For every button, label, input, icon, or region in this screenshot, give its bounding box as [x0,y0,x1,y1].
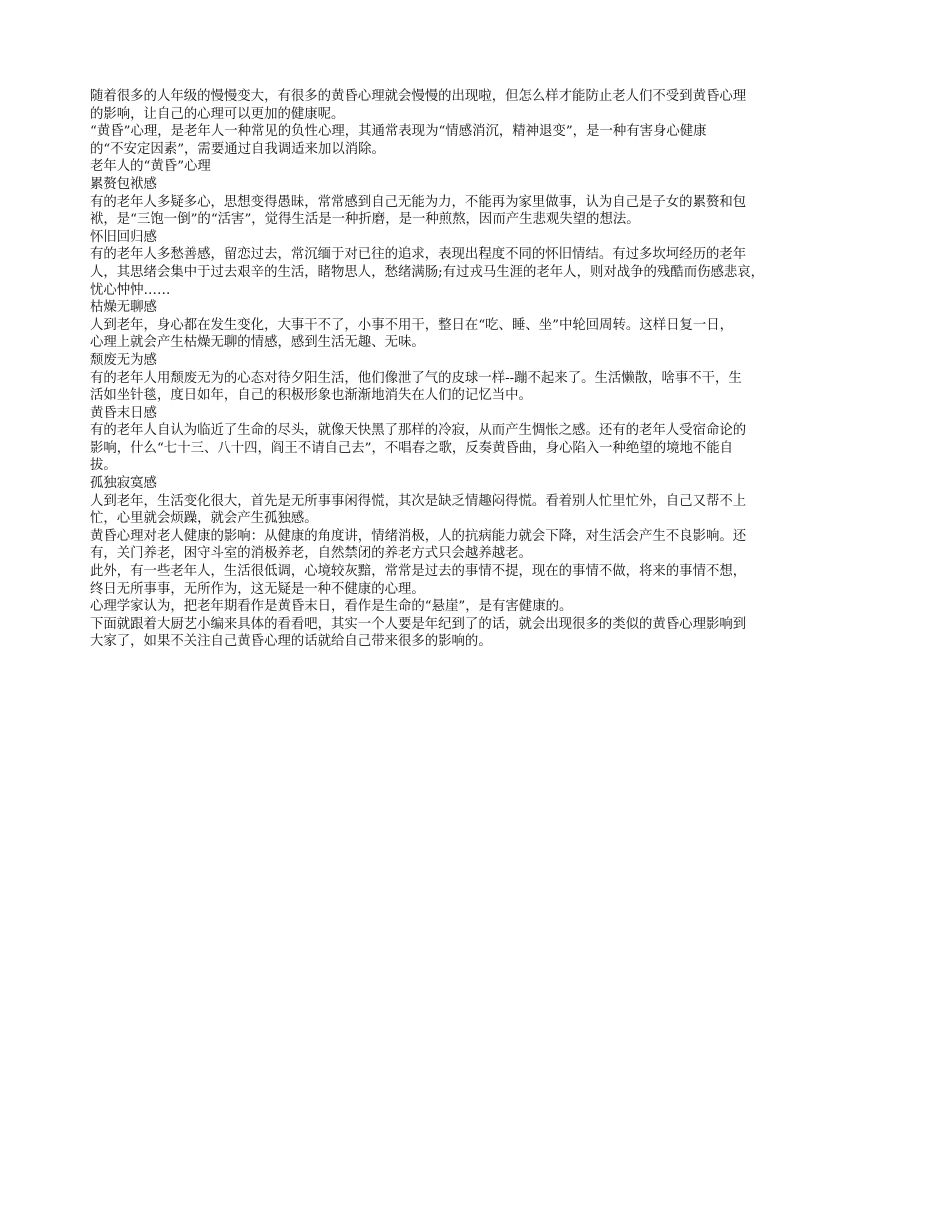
text-line: 此外，有一些老年人，生活很低调，心境较灰黯，常常是过去的事情不提，现在的事情不做，将来的事情不想， [90,564,747,580]
definition-paragraph [90,123,860,158]
text-line: 心理学家认为，把老年期看作是黄昏末日，看作是生命的“悬崖”，是有害健康的。 [90,599,573,615]
subheading-nostalgia: 怀旧回归感 [90,229,157,245]
text-line: 黄昏心理对老人健康的影响：从健康的角度讲，情绪消极，人的抗病能力就会下降，对生活会产生不良影响。还 [90,528,747,544]
subheading-loneliness: 孤独寂寞感 [90,476,157,492]
subheading-doom: 黄昏末日感 [90,405,157,421]
psychologist-paragraph [90,598,860,616]
text-line: 人到老年，身心都在发生变化，大事干不了，小事不用干，整日在“吃、睡、坐”中轮回周转。这样日复一日， [90,317,734,333]
text-line: 有的老年人用颓废无为的心态对待夕阳生活，他们像泄了气的皮球一样--蹦不起来了。生活懒散，啥事不干，生 [90,370,742,386]
text-line: 人，其思绪会集中于过去艰辛的生活，睹物思人，愁绪满肠;有过戎马生涯的老年人，则对战争的残酷而伤感悲哀， [90,264,765,280]
text-line: 的影响，让自己的心理可以更加的健康呢。 [90,106,345,122]
doom-paragraph [90,422,860,475]
text-line: 心理上就会产生枯燥无聊的情感，感到生活无趣、无味。 [90,335,425,351]
decadence-paragraph [90,370,860,405]
closing-paragraph [90,616,860,651]
subheading-decadence: 颓废无为感 [90,352,157,368]
text-line: 下面就跟着大厨艺小编来具体的看看吧，其实一个人要是年纪到了的话，就会出现很多的类似的黄昏心理影响到 [90,616,747,632]
text-line: “黄昏”心理，是老年人一种常见的负性心理，其通常表现为“情感消沉，精神退变”，是一种有害身心健康 [90,124,707,140]
text-line: 终日无所事事，无所作为，这无疑是一种不健康的心理。 [90,581,425,597]
text-line: 忙，心里就会烦躁，就会产生孤独感。 [90,511,318,527]
text-line: 随着很多的人年级的慢慢变大，有很多的黄昏心理就会慢慢的出现啦，但怎么样才能防止老人们不受到黄昏心理 [90,89,747,104]
section-heading: 老年人的“黄昏”心理 [90,159,211,175]
intro-paragraph [90,88,860,123]
subheading-boredom: 枯燥无聊感 [90,300,157,316]
text-line: 有，关门养老，困守斗室的消极养老，自然禁闭的养老方式只会越养越老。 [90,546,532,562]
low-mood-paragraph [90,563,860,598]
boredom-paragraph [90,317,860,352]
text-line: 人到老年，生活变化很大，首先是无所事事闲得慌，其次是缺乏情趣闷得慌。看着别人忙里忙外，自己又帮不上 [90,493,747,509]
text-line: 有的老年人多愁善感，留恋过去，常沉缅于对已往的追求，表现出程度不同的怀旧情结。有过多坎坷经历的老年 [90,247,747,263]
text-line: 忧心忡忡…… [90,282,171,298]
text-line: 有的老年人自认为临近了生命的尽头，就像天快黑了那样的冷寂，从而产生惆怅之感。还有的老年人受宿命论的 [90,423,747,439]
text-line: 影响，什么“七十三、八十四，阎王不请自己去”，不唱春之歌，反奏黄昏曲，身心陷入一种绝望的境地不能自 [90,440,734,456]
burden-paragraph [90,194,860,229]
loneliness-paragraph [90,493,860,528]
subheading-burden: 累赘包袱感 [90,176,157,192]
text-line: 大家了，如果不关注自己黄昏心理的话就给自己带来很多的影响的。 [90,634,492,650]
health-impact-paragraph [90,528,860,563]
document-page [90,88,860,651]
text-line: 的“不安定因素”，需要通过自我调适来加以消除。 [90,141,385,157]
text-line: 拔。 [90,458,117,474]
text-line: 袱，是“三饱一倒”的“活害”，觉得生活是一种折磨，是一种煎熬，因而产生悲观失望的想法。 [90,212,640,228]
text-line: 活如坐针毯，度日如年，自己的积极形象也渐渐地消失在人们的记忆当中。 [90,388,532,404]
nostalgia-paragraph [90,246,860,299]
text-line: 有的老年人多疑多心，思想变得愚昧，常常感到自己无能为力，不能再为家里做事，认为自己是子女的累赘和包 [90,194,747,210]
